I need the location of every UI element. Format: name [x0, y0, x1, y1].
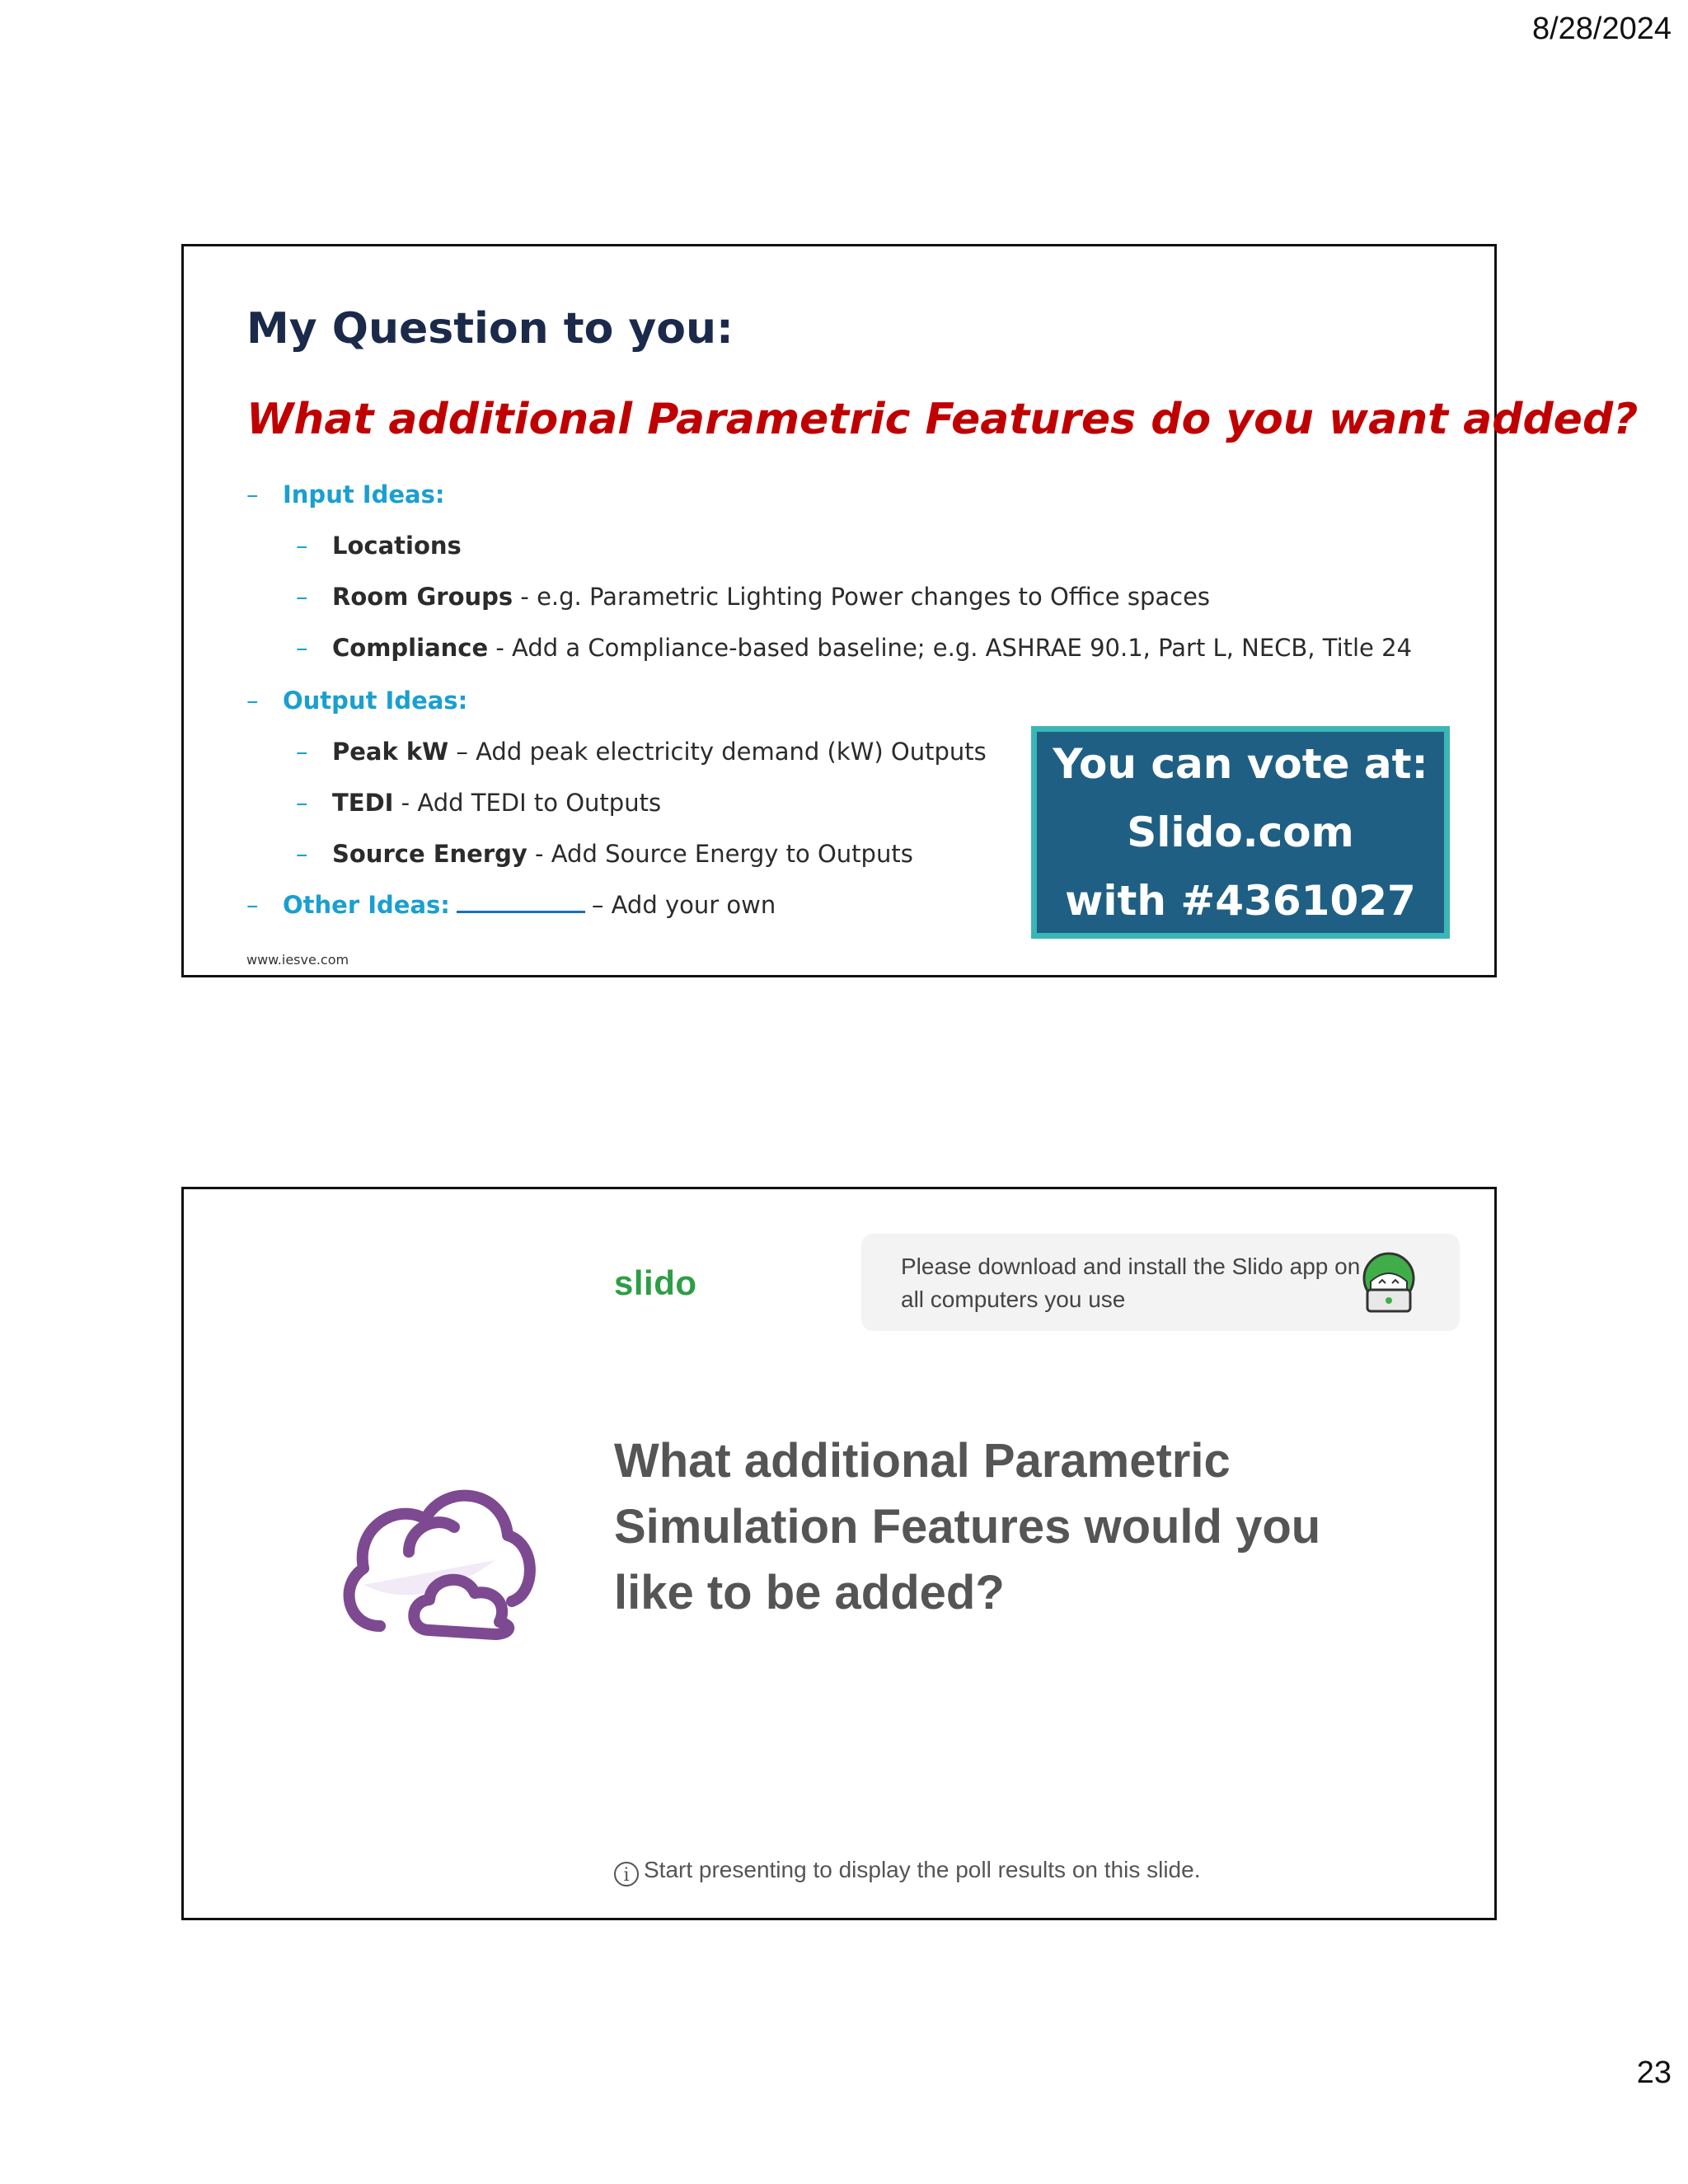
install-notice — [861, 1234, 1460, 1331]
page-number: 23 — [1636, 2055, 1672, 2090]
poll-footer-text: Start presenting to display the poll results on this slide. — [644, 1857, 1201, 1882]
list-item: – Compliance - Add a Compliance-based baseline; e.g. ASHRAE 90.1, Part L, NECB, Title 24 — [296, 634, 1413, 662]
word-cloud-icon — [331, 1461, 545, 1643]
slide-2 — [181, 1187, 1497, 1920]
output-ideas-heading: – Output Ideas: — [246, 687, 468, 715]
bullet-dash: – — [246, 480, 259, 509]
input-ideas-heading: – Input Ideas: — [246, 480, 445, 509]
list-item: – Source Energy - Add Source Energy to Outputs — [296, 840, 913, 868]
bullet-dash: – — [246, 687, 259, 715]
list-item: – TEDI - Add TEDI to Outputs — [296, 789, 662, 817]
vote-line-3: with #4361027 — [1065, 876, 1416, 925]
vote-info-box — [1031, 726, 1450, 939]
slide-1-question: What additional Parametric Features do you want added? — [246, 395, 1639, 444]
bullet-dash: – — [296, 738, 308, 766]
list-item: – Room Groups - e.g. Parametric Lighting Power changes to Office spaces — [296, 583, 1211, 611]
bullet-dash: – — [296, 840, 308, 868]
bullet-dash: – — [246, 891, 259, 919]
poll-footer — [614, 1857, 1200, 1886]
slido-logo: slido — [614, 1263, 697, 1302]
website-footer: www.iesve.com — [246, 952, 349, 968]
info-circle-icon: i — [614, 1862, 639, 1886]
bullet-dash: – — [296, 532, 308, 560]
bullet-dash: – — [296, 634, 308, 662]
slide-1 — [181, 244, 1639, 977]
vote-line-2: Slido.com — [1127, 808, 1354, 856]
fill-in-blank — [457, 891, 585, 913]
notice-text: Please download and install the Slido app on all computers you use — [901, 1254, 1361, 1312]
poll-question: What additional Parametric Simulation Features would you like to be added? — [614, 1434, 1321, 1619]
other-ideas-heading: – Other Ideas: – Add your own — [246, 891, 776, 919]
list-item: – Locations — [296, 532, 462, 560]
slido-mascot-laptop-icon — [1354, 1247, 1423, 1316]
vote-line-1: You can vote at: — [1053, 739, 1428, 788]
bullet-dash: – — [296, 583, 308, 611]
slide-1-title: My Question to you: — [246, 304, 734, 354]
page-date: 8/28/2024 — [1531, 12, 1672, 46]
bullet-dash: – — [296, 789, 308, 817]
list-item: – Peak kW – Add peak electricity demand (kW) Outputs — [296, 738, 987, 766]
